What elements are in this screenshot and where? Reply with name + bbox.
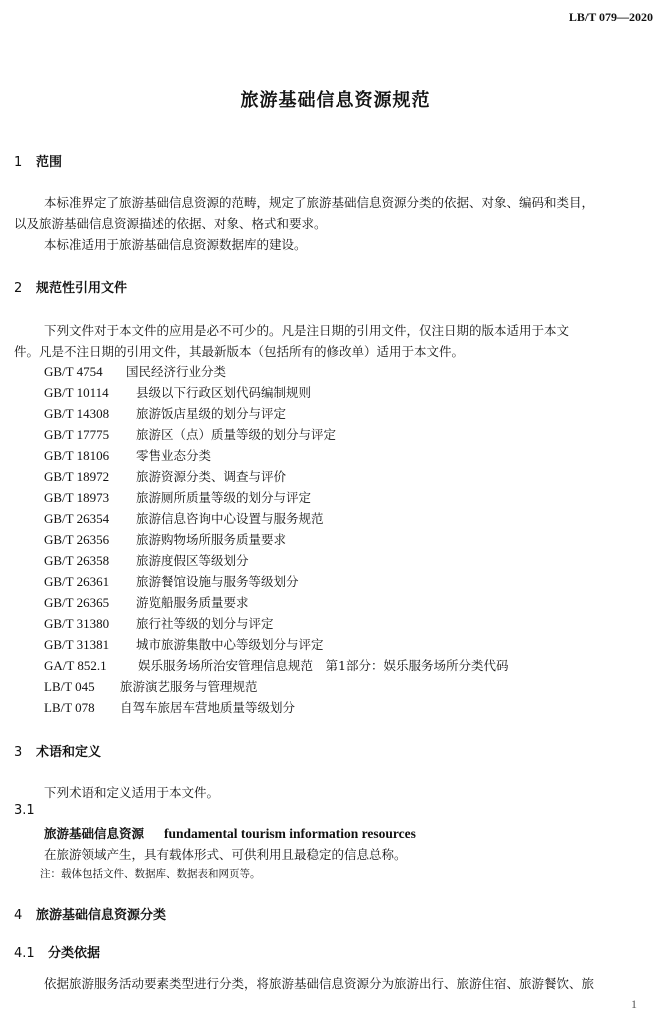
reference-item <box>44 572 299 590</box>
reference-item <box>44 635 324 653</box>
reference-item <box>44 530 286 548</box>
scope-para2: 本标准适用于旅游基础信息资源数据库的建设。 <box>44 237 307 252</box>
reference-title: 旅游演艺服务与管理规范 <box>120 679 258 694</box>
page-number: 1 <box>631 997 637 1011</box>
terms-intro: 下列术语和定义适用于本文件。 <box>44 785 220 800</box>
reference-title: 旅游信息咨询中心设置与服务规范 <box>136 511 324 526</box>
term-name-cn: 旅游基础信息资源 <box>44 826 145 841</box>
reference-item <box>44 425 336 443</box>
term-note: 注：载体包括文件、数据库、数据表和网页等。 <box>40 868 261 880</box>
subsection-number: 4.1 <box>14 946 35 961</box>
reference-title: 旅游区（点）质量等级的划分与评定 <box>136 427 337 442</box>
reference-code: GB/T 26365 <box>44 595 110 610</box>
section-2-heading <box>14 277 127 296</box>
section-number: 1 <box>14 155 23 170</box>
subsection-title: 分类依据 <box>48 946 101 961</box>
reference-title: 旅游餐馆设施与服务等级划分 <box>136 574 299 589</box>
reference-code: GA/T 852.1 <box>44 658 107 673</box>
reference-title: 旅游购物场所服务质量要求 <box>136 532 287 547</box>
normative-intro-line2: 件。凡是不注日期的引用文件，其最新版本（包括所有的修改单）适用于本文件。 <box>14 344 465 359</box>
reference-code: GB/T 18106 <box>44 448 110 463</box>
reference-title: 旅游度假区等级划分 <box>136 553 249 568</box>
scope-para1-line2: 以及旅游基础信息资源描述的依据、对象、格式和要求。 <box>14 216 327 231</box>
reference-code: LB/T 045 <box>44 679 95 694</box>
reference-item <box>44 383 311 401</box>
reference-title: 零售业态分类 <box>136 448 212 463</box>
reference-item <box>44 698 295 716</box>
reference-item <box>44 446 211 464</box>
reference-title: 娱乐服务场所治安管理信息规范 第1部分：娱乐服务场所分类代码 <box>138 658 509 673</box>
section-title: 范围 <box>36 155 63 170</box>
reference-item <box>44 488 311 506</box>
reference-title: 旅游饭店星级的划分与评定 <box>136 406 287 421</box>
reference-title: 游览船服务质量要求 <box>136 595 249 610</box>
reference-item <box>44 656 508 674</box>
reference-title: 旅游资源分类、调查与评价 <box>136 469 287 484</box>
reference-code: GB/T 17775 <box>44 427 110 442</box>
section-title: 旅游基础信息资源分类 <box>36 908 167 923</box>
section-4-heading <box>14 904 166 923</box>
subsection-4-1-heading <box>14 942 100 961</box>
section-1-heading <box>14 151 62 170</box>
reference-code: GB/T 26356 <box>44 532 110 547</box>
scope-para1-line1: 本标准界定了旅游基础信息资源的范畴，规定了旅游基础信息资源分类的依据、对象、编码和类目， <box>44 195 595 210</box>
term-name-en: fundamental tourism information resources <box>164 826 416 841</box>
reference-title: 县级以下行政区划代码编制规则 <box>136 385 312 400</box>
reference-code: GB/T 31380 <box>44 616 110 631</box>
section-3-heading <box>14 741 101 760</box>
reference-code: GB/T 14308 <box>44 406 110 421</box>
reference-code: LB/T 078 <box>44 700 95 715</box>
reference-code: GB/T 26361 <box>44 574 110 589</box>
reference-code: GB/T 31381 <box>44 637 110 652</box>
section-number: 3 <box>14 745 23 760</box>
normative-intro-line1: 下列文件对于本文件的应用是必不可少的。凡是注日期的引用文件，仅注日期的版本适用于本文 <box>44 323 570 338</box>
section-number: 4 <box>14 908 23 923</box>
standard-code: LB/T 079—2020 <box>568 10 653 24</box>
term-heading <box>44 823 416 842</box>
reference-title: 城市旅游集散中心等级划分与评定 <box>136 637 324 652</box>
reference-item <box>44 593 249 611</box>
document-title: 旅游基础信息资源规范 <box>240 90 431 111</box>
reference-title: 自驾车旅居车营地质量等级划分 <box>120 700 296 715</box>
reference-item <box>44 551 249 569</box>
reference-title: 旅游厕所质量等级的划分与评定 <box>136 490 312 505</box>
term-definition: 在旅游领域产生，具有载体形式、可供利用且最稳定的信息总称。 <box>44 847 407 862</box>
reference-code: GB/T 4754 <box>44 364 103 379</box>
reference-item <box>44 614 274 632</box>
reference-title: 旅行社等级的划分与评定 <box>136 616 274 631</box>
reference-code: GB/T 26354 <box>44 511 110 526</box>
reference-title: 国民经济行业分类 <box>126 364 227 379</box>
reference-code: GB/T 18973 <box>44 490 110 505</box>
reference-item <box>44 509 324 527</box>
term-number: 3.1 <box>14 803 35 818</box>
classification-basis-para: 依据旅游服务活动要素类型进行分类，将旅游基础信息资源分为旅游出行、旅游住宿、旅游餐饮、旅 <box>44 976 595 991</box>
reference-item <box>44 467 286 485</box>
section-title: 规范性引用文件 <box>36 281 128 296</box>
reference-item <box>44 677 258 695</box>
reference-item <box>44 362 226 380</box>
section-number: 2 <box>14 281 23 296</box>
reference-code: GB/T 10114 <box>44 385 109 400</box>
reference-code: GB/T 18972 <box>44 469 110 484</box>
reference-item <box>44 404 286 422</box>
reference-code: GB/T 26358 <box>44 553 110 568</box>
section-title: 术语和定义 <box>36 745 102 760</box>
